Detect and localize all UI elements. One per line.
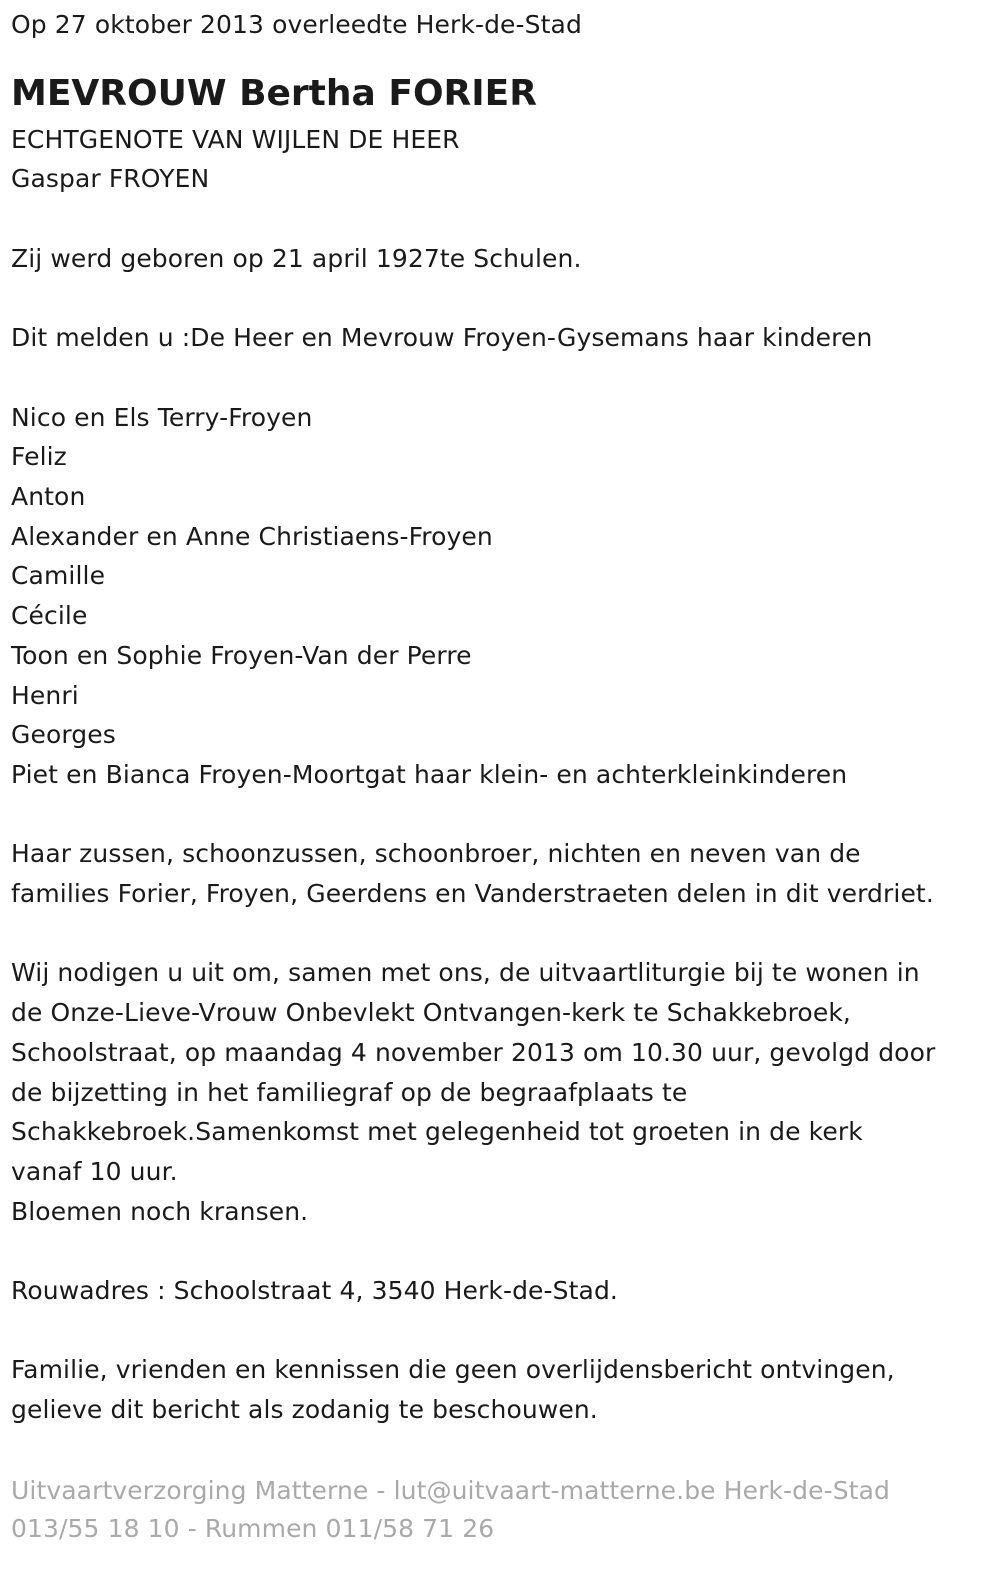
funeral-home-footer [11,1469,991,1548]
spacer [11,1231,991,1271]
flowers-note: Bloemen noch kransen. [11,1196,309,1226]
announced-by: Dit melden u :De Heer en Mevrouw Froyen-Gysemans haar kinderen [11,323,873,353]
family-member: Nico en Els Terry-Froyen [11,402,313,432]
notice-line: gelieve dit bericht als zodanig te beschouwen. [11,1395,598,1425]
footer-contact-line: Uitvaartverzorging Matterne - lut@uitvaart-matterne.be Herk-de-Stad [11,1476,890,1506]
relatives-line: families Forier, Froyen, Geerdens en Vanderstraeten delen in dit verdriet. [11,879,934,908]
invitation-line: Schoolstraat, op maandag 4 november 2013 om 10.30 uur, gevolgd door [11,1037,936,1067]
spacer [11,1311,991,1351]
mourning-address: Rouwadres : Schoolstraat 4, 3540 Herk-de-Stad. [11,1276,618,1305]
family-member: Toon en Sophie Froyen-Van der Perre [11,640,472,670]
invitation-line: Schakkebroek.Samenkomst met gelegenheid tot groeten in de kerk [11,1117,863,1147]
family-member: Feliz [11,442,67,472]
footer-phone-line: 013/55 18 10 - Rummen 011/58 71 26 [11,1514,495,1544]
invitation-line: Wij nodigen u uit om, samen met ons, de uitvaartliturgie bij te wonen in [11,958,920,988]
notice-line: Familie, vrienden en kennissen die geen overlijdensbericht ontvingen, [11,1355,895,1385]
relatives-paragraph [11,834,991,913]
spouse-title: ECHTGENOTE VAN WIJLEN DE HEER [11,124,460,154]
birth-info: Zij werd geboren op 21 april 1927te Schulen. [11,243,582,273]
family-member: Henri [11,680,79,710]
family-member: Piet en Bianca Froyen-Moortgat haar klein- en achterkleinkinderen [11,759,848,789]
family-member: Camille [11,561,106,591]
spacer [11,279,991,319]
relatives-line: Haar zussen, schoonzussen, schoonbroer, nichten en neven van de [11,839,861,869]
spacer [11,1430,991,1470]
invitation-paragraph [11,953,991,1231]
spacer [11,199,991,239]
spacer [11,45,991,67]
obituary-document [11,0,991,1548]
family-list [11,398,991,795]
invitation-line: de Onze-Lieve-Vrouw Onbevlekt Ontvangen-kerk te Schakkebroek, [11,998,851,1028]
spacer [11,358,991,398]
family-member: Alexander en Anne Christiaens-Froyen [11,521,493,551]
spouse-name: Gaspar FROYEN [11,164,210,194]
invitation-line: de bijzetting in het familiegraf op de begraafplaats te [11,1077,688,1107]
family-member: Anton [11,481,86,511]
notice-paragraph [11,1350,991,1429]
family-member: Georges [11,720,116,750]
family-member: Cécile [11,601,88,631]
intro-section [11,0,991,45]
deceased-name: MEVROUW Bertha FORIER [11,72,537,114]
invitation-line: vanaf 10 uur. [11,1156,178,1186]
spacer [11,795,991,835]
death-announcement: Op 27 oktober 2013 overleedte Herk-de-Stad [11,10,582,39]
spacer [11,914,991,954]
